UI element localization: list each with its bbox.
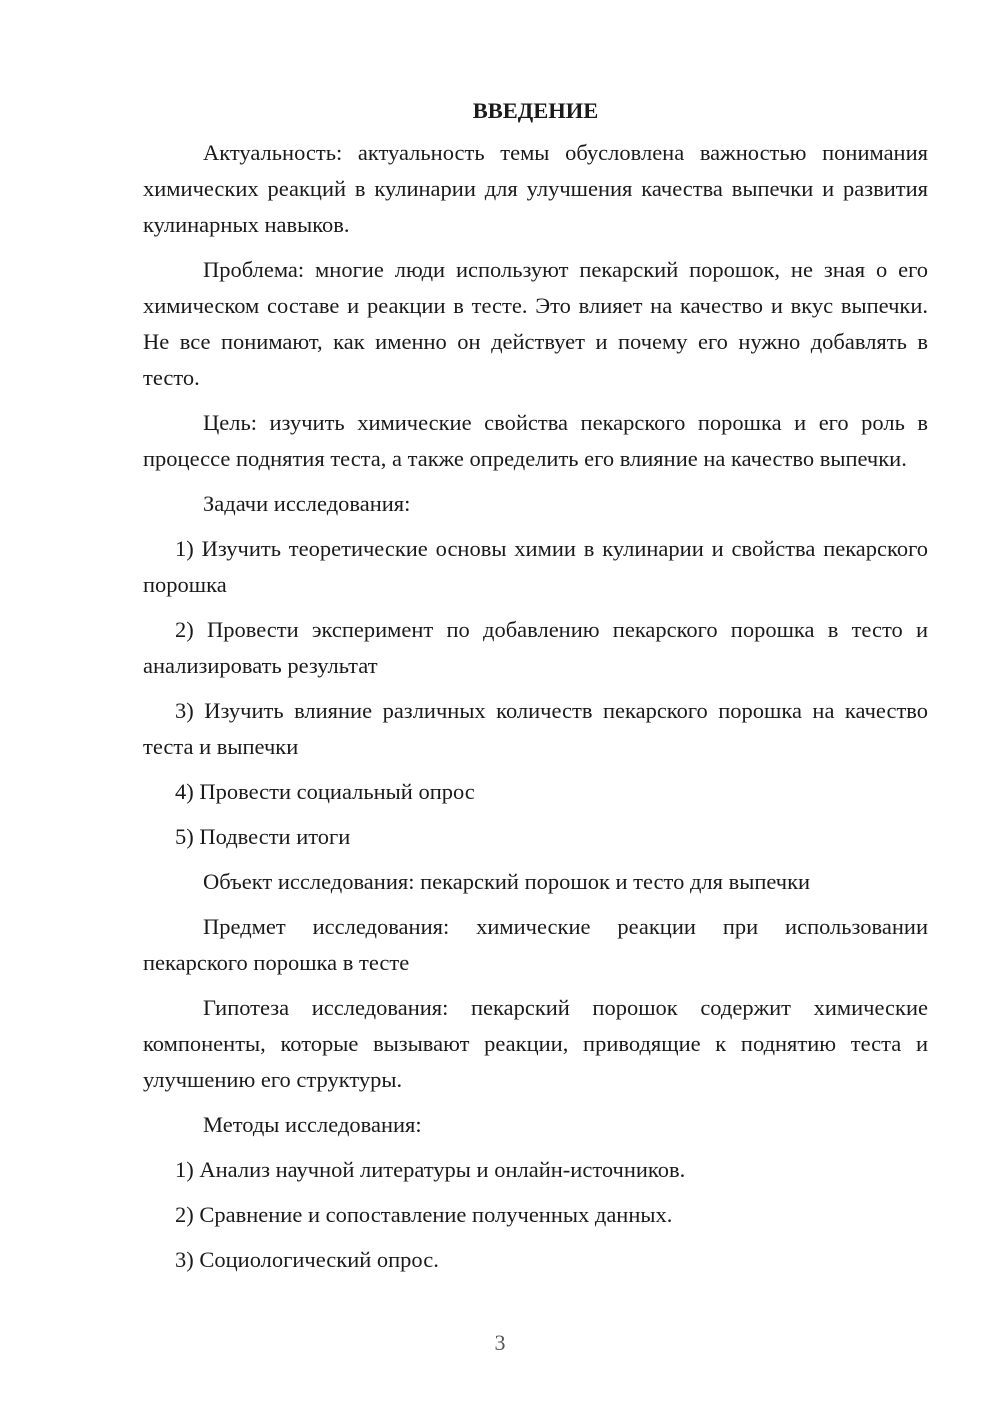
paragraph-subject: Предмет исследования: химические реакции при использовании пекарского порошка в тесте (143, 914, 928, 975)
document-page (143, 96, 928, 1287)
document-title: ВВЕДЕНИЕ (472, 98, 599, 123)
task-item-2: 2) Провести эксперимент по добавлению пекарского порошка в тесто и анализировать результат (143, 617, 928, 678)
task-item-5: 5) Подвести итоги (175, 824, 351, 849)
paragraph-goal: Цель: изучить химические свойства пекарского порошка и его роль в процессе поднятия теста, а также определить его влияние на качество выпечки. (143, 410, 928, 471)
method-item-2: 2) Сравнение и сопоставление полученных данных. (175, 1202, 673, 1227)
task-item-4: 4) Провести социальный опрос (175, 779, 475, 804)
method-item-1: 1) Анализ научной литературы и онлайн-источников. (175, 1157, 686, 1182)
page-number: 3 (494, 1330, 506, 1355)
paragraph-object: Объект исследования: пекарский порошок и тесто для выпечки (203, 869, 811, 894)
paragraph-relevance: Актуальность: актуальность темы обусловлена важностью понимания химических реакций в кулинарии для улучшения качества выпечки и развития кулинарных навыков. (143, 140, 928, 237)
task-item-3: 3) Изучить влияние различных количеств пекарского порошка на качество теста и выпечки (143, 698, 928, 759)
task-item-1: 1) Изучить теоретические основы химии в кулинарии и свойства пекарского порошка (143, 536, 928, 597)
paragraph-tasks-heading: Задачи исследования: (203, 491, 411, 516)
method-item-3: 3) Социологический опрос. (175, 1247, 439, 1272)
paragraph-hypothesis: Гипотеза исследования: пекарский порошок содержит химические компоненты, которые вызывают реакции, приводящие к поднятию теста и улучшению его структуры. (143, 995, 928, 1092)
paragraph-problem: Проблема: многие люди используют пекарский порошок, не зная о его химическом составе и реакции в тесте. Это влияет на качество и вкус выпечки. Не все понимают, как именно он действует и почему его нужно добавлять в тесто. (143, 257, 928, 390)
paragraph-methods-heading: Методы исследования: (203, 1112, 422, 1137)
